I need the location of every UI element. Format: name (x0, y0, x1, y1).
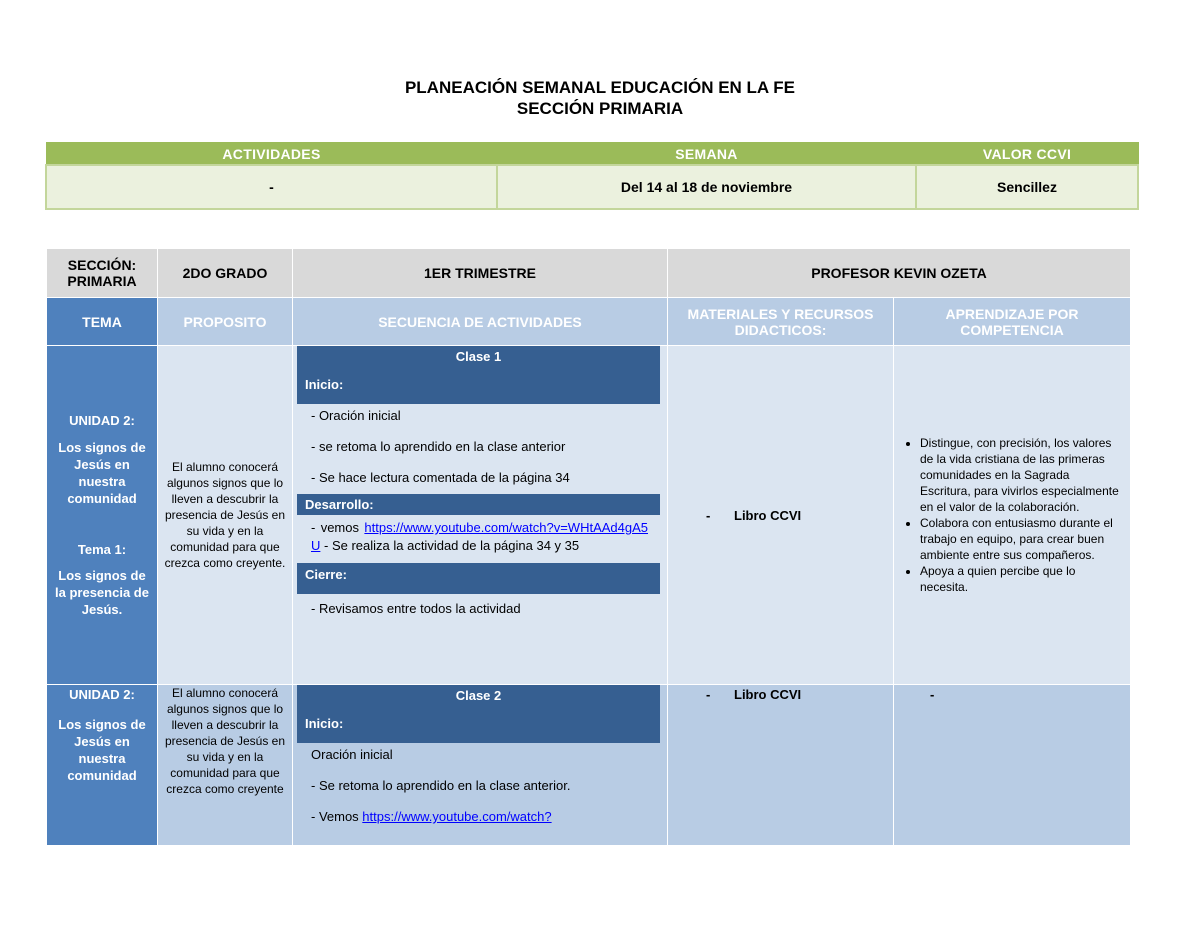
title-line-2: SECCIÓN PRIMARIA (516, 99, 684, 118)
desarrollo-suffix: - Se realiza la actividad de la página 34 y 35 (320, 538, 580, 553)
material-label: Libro CCVI (734, 687, 802, 702)
planning-table (46, 248, 1131, 846)
materiales-cell (668, 346, 894, 685)
proposito-cell: El alumno conocerá algunos signos que lo lleven a descubrir la presencia de Jesús en su vida y en la comunidad para que crezca como creyente (158, 685, 293, 846)
list-item: - Oración inicial (311, 408, 401, 423)
summary-header-semana: SEMANA (497, 143, 916, 166)
page-title (0, 77, 1200, 119)
list-item: • Distingue, con precisión, los valores de la vida cristiana de las primeras comunidades en la Sagrada Escritura, para vivirlos especialmente en el valor de la colaboración. (920, 435, 1120, 515)
competencia-dash: - (930, 687, 935, 702)
vemos-prefix: - Vemos (311, 809, 363, 824)
list-item: - se retoma lo aprendido en la clase anterior (311, 439, 566, 454)
tema-label: Tema 1: (77, 542, 127, 557)
youtube-link[interactable]: https://www.youtube.com/watch?v=WHtAAd4gA5U (311, 520, 648, 553)
summary-actividades-value: - (46, 165, 497, 209)
inicio-heading: Inicio: (297, 706, 660, 743)
info-grado: 2DO GRADO (158, 249, 293, 298)
material-item (668, 687, 893, 702)
column-header-materiales: MATERIALES Y RECURSOS DIDACTICOS: (668, 298, 894, 346)
competencias-list (902, 435, 1120, 595)
list-item: • Apoya a quien percibe que lo necesita. (920, 563, 1120, 595)
table-row (47, 346, 1131, 685)
proposito-cell: El alumno conocerá algunos signos que lo lleven a descubrir la presencia de Jesús en su vida y en la comunidad para que crezca como creyente. (158, 346, 293, 685)
desarrollo-prefix: - vemos (311, 520, 359, 535)
material-dash: - (706, 687, 711, 702)
secuencia-cell (293, 685, 668, 846)
list-item: - Revisamos entre todos la actividad (311, 601, 521, 616)
inicio-heading: Inicio: (297, 367, 660, 404)
column-header-proposito: PROPOSITO (158, 298, 293, 346)
tema-title: Los signos de la presencia de Jesús. (55, 568, 149, 617)
list-item: - Se retoma lo aprendido en la clase anterior. (311, 778, 571, 793)
column-header-tema: TEMA (47, 298, 158, 346)
material-dash: - (706, 507, 711, 523)
materiales-cell (668, 685, 894, 846)
aprendizaje-cell (894, 346, 1131, 685)
list-item: Oración inicial (311, 747, 393, 762)
tema-cell (47, 685, 158, 846)
table-row (47, 685, 1131, 846)
info-seccion: SECCIÓN: PRIMARIA (47, 249, 158, 298)
title-line-1: PLANEACIÓN SEMANAL EDUCACIÓN EN LA FE (404, 78, 796, 97)
clase-heading: Clase 2 (297, 685, 660, 706)
summary-valor-value: Sencillez (916, 165, 1138, 209)
unidad-title: Los signos de Jesús en nuestra comunidad (58, 440, 146, 506)
secuencia-cell (293, 346, 668, 685)
youtube-link[interactable]: https://www.youtube.com/watch? (362, 809, 552, 824)
summary-semana-value: Del 14 al 18 de noviembre (497, 165, 916, 209)
cierre-heading: Cierre: (297, 563, 660, 594)
material-label: Libro CCVI (734, 507, 802, 523)
material-item (668, 508, 893, 523)
summary-header-actividades: ACTIVIDADES (46, 143, 497, 166)
tema-cell (47, 346, 158, 685)
unidad-label: UNIDAD 2: (69, 687, 135, 702)
summary-table (45, 142, 1139, 210)
list-item: • Colabora con entusiasmo durante el trabajo en equipo, para crear buen ambiente entre sus compañeros. (920, 515, 1120, 563)
unidad-label: UNIDAD 2: (69, 413, 135, 428)
desarrollo-heading: Desarrollo: (297, 494, 660, 515)
info-profesor: PROFESOR KEVIN OZETA (668, 249, 1131, 298)
aprendizaje-cell (894, 685, 1131, 846)
info-trimestre: 1ER TRIMESTRE (293, 249, 668, 298)
summary-header-valor: VALOR CCVI (916, 143, 1138, 166)
list-item (297, 802, 660, 833)
column-header-secuencia: SECUENCIA DE ACTIVIDADES (293, 298, 668, 346)
clase-heading: Clase 1 (297, 346, 660, 367)
desarrollo-text (297, 515, 660, 563)
column-header-aprendizaje: APRENDIZAJE POR COMPETENCIA (894, 298, 1131, 346)
unidad-title: Los signos de Jesús en nuestra comunidad (58, 717, 146, 783)
list-item: - Se hace lectura comentada de la página 34 (311, 470, 570, 485)
